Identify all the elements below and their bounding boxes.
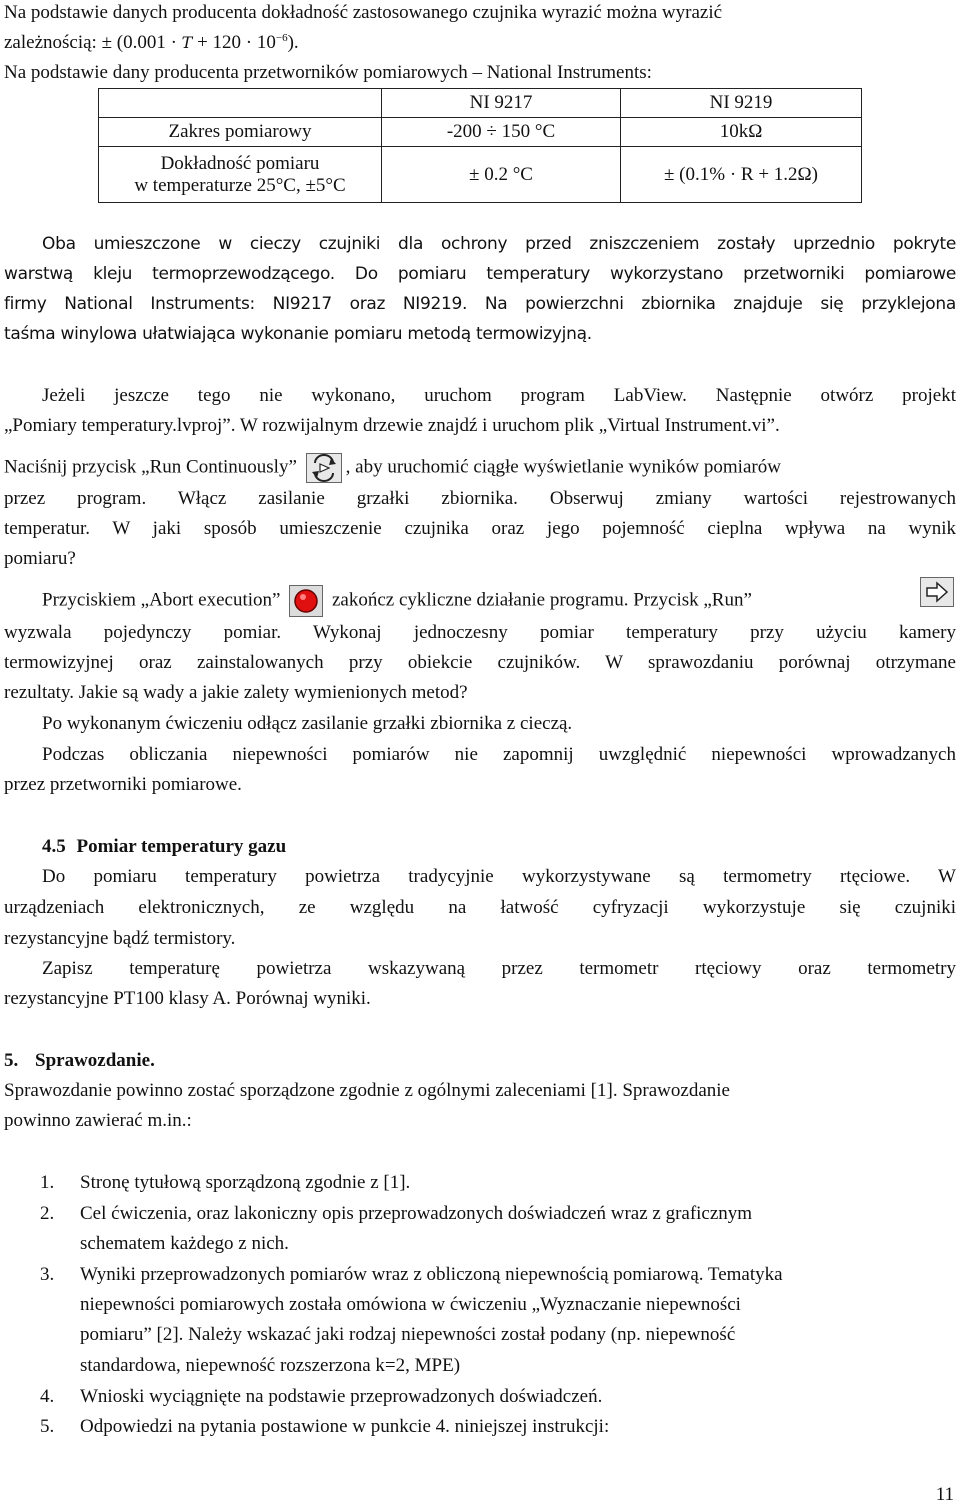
para3-line-5: Po wykonanym ćwiczeniu odłącz zasilanie grzałki zbiornika z cieczą.	[42, 713, 573, 734]
list-item-2-line-1: Cel ćwiczenia, oraz lakoniczny opis przeprowadzonych doświadczeń wraz z graficznym	[80, 1203, 753, 1224]
list-item-5-number: 5.	[40, 1416, 55, 1437]
list-item-2-line-2: schematem każdego z nich.	[80, 1233, 289, 1254]
para1-line-2: warstwą kleju termoprzewodzącego. Do pomiaru temperatury wykorzystano przetworniki pomiarowe	[4, 264, 956, 284]
range-ni9217: -200 ÷ 150 °C	[382, 118, 621, 147]
list-item-1-number: 1.	[40, 1172, 55, 1193]
run-continuously-icon[interactable]	[306, 453, 342, 483]
run-continuously-label: Naciśnij przycisk „Run Continuously”	[4, 456, 297, 478]
para2-line-4: przez program. Włącz zasilanie grzałki zbiornika. Obserwuj zmiany wartości rejestrowanych	[4, 488, 956, 509]
section-5-title: Sprawozdanie.	[35, 1050, 155, 1071]
section-4-5-number: 4.5	[42, 836, 66, 857]
section45-line-2: urządzeniach elektronicznych, ze względu na łatwość cyfryzacji wykorzystuje się czujniki	[4, 897, 956, 918]
formula-prefix: zależnością: ± (0.001 ·	[4, 32, 182, 53]
formula-var: T	[181, 33, 193, 52]
abort-execution-icon[interactable]	[289, 585, 323, 617]
list-item-1-line-1: Stronę tytułową sporządzoną zgodnie z [1].	[80, 1172, 411, 1193]
para3-line-4: rezultaty. Jakie są wady a jakie zalety wymienionych metod?	[4, 682, 468, 703]
list-item-3-line-3: pomiaru” [2]. Należy wskazać jaki rodzaj niepewności został podany (np. niepewność	[80, 1324, 736, 1345]
para3-line-7: przez przetworniki pomiarowe.	[4, 774, 242, 795]
formula-suffix: ).	[287, 32, 299, 53]
list-item-5-line-1: Odpowiedzi na pytania postawione w punkcie 4. niniejszej instrukcji:	[80, 1416, 610, 1437]
accuracy-formula	[4, 32, 299, 54]
header-empty	[99, 89, 382, 118]
intro-line-1: Na podstawie danych producenta dokładność zastosowanego czujnika wyrazić można wyrazić	[4, 2, 723, 23]
section5-line-2: powinno zawierać m.in.:	[4, 1110, 192, 1131]
accuracy-label	[99, 147, 382, 203]
para2-line-5: temperatur. W jaki sposób umieszczenie czujnika oraz jego pojemność cieplna wpływa na wynik	[4, 518, 956, 539]
section-4-5-heading	[42, 836, 286, 858]
para3-line-6: Podczas obliczania niepewności pomiarów nie zapomnij uwzględnić niepewności wprowadzanych	[42, 744, 956, 765]
accuracy-label-line-1: Dokładność pomiaru	[160, 152, 320, 174]
list-item-3-line-4: standardowa, niepewność rozszerzona k=2, MPE)	[80, 1355, 461, 1376]
list-item-3-line-1: Wyniki przeprowadzonych pomiarów wraz z obliczoną niepewnością pomiarową. Tematyka	[80, 1264, 783, 1285]
intro-line-3: Na podstawie dany producenta przetworników pomiarowych – National Instruments:	[4, 62, 652, 83]
run-continuously-desc: , aby uruchomić ciągłe wyświetlanie wyników pomiarów	[345, 456, 781, 478]
para2-line-1: Jeżeli jeszcze tego nie wykonano, uruchom program LabView. Następnie otwórz projekt	[42, 385, 956, 406]
header-ni9217: NI 9217	[382, 89, 621, 118]
para1-line-4: taśma winylowa ułatwiająca wykonanie pomiaru metodą termowizyjną.	[4, 324, 592, 344]
para3-line-1	[42, 585, 752, 617]
list-item-4-line-1: Wnioski wyciągnięte na podstawie przeprowadzonych doświadczeń.	[80, 1386, 603, 1407]
para1-line-3: firmy National Instruments: NI9217 oraz NI9219. Na powierzchni zbiornika znajduje się przyklejona	[4, 294, 956, 314]
para2-line-6: pomiaru?	[4, 548, 76, 569]
para2-line-2: „Pomiary temperatury.lvproj”. W rozwijalnym drzewie znajdź i uruchom plik „Virtual Instrument.vi”.	[4, 415, 780, 436]
para1-line-1: Oba umieszczone w cieczy czujniki dla ochrony przed zniszczeniem zostały uprzednio pokryte	[42, 234, 956, 254]
header-ni9219: NI 9219	[621, 89, 862, 118]
section45-line-5: rezystancyjne PT100 klasy A. Porównaj wyniki.	[4, 988, 371, 1009]
para3-line-3: termowizyjnej oraz zainstalowanych przy obiekcie czujników. W sprawozdaniu porównaj otrzymane	[4, 652, 956, 673]
run-arrow-icon[interactable]	[920, 577, 954, 607]
formula-mid: + 120 · 10	[192, 32, 276, 53]
abort-label: Przyciskiem „Abort execution”	[42, 589, 281, 611]
accuracy-label-line-2: w temperaturze 25°C, ±5°C	[134, 174, 346, 196]
section45-line-1: Do pomiaru temperatury powietrza tradycyjnie wykorzystywane są termometry rtęciowe. W	[42, 866, 956, 887]
list-item-2-number: 2.	[40, 1203, 55, 1224]
accuracy-ni9219: ± (0.1% · R + 1.2Ω)	[621, 147, 862, 203]
section45-line-3: rezystancyjne bądź termistory.	[4, 928, 236, 949]
section-5-number: 5.	[4, 1050, 19, 1071]
page-number: 11	[935, 1484, 954, 1505]
abort-desc: zakończ cykliczne działanie programu. Przycisk „Run”	[331, 589, 752, 611]
list-item-4-number: 4.	[40, 1386, 55, 1407]
para3-line-2: wyzwala pojedynczy pomiar. Wykonaj jednoczesny pomiar temperatury przy użyciu kamery	[4, 622, 956, 643]
formula-exp: −6	[275, 32, 288, 44]
accuracy-ni9217: ± 0.2 °C	[382, 147, 621, 203]
section-4-5-title: Pomiar temperatury gazu	[76, 836, 287, 857]
list-item-3-line-2: niepewności pomiarowych została omówiona w ćwiczeniu „Wyznaczanie niepewności	[80, 1294, 741, 1315]
section5-line-1: Sprawozdanie powinno zostać sporządzone zgodnie z ogólnymi zaleceniami [1]. Sprawozdanie	[4, 1080, 730, 1101]
section45-line-4: Zapisz temperaturę powietrza wskazywaną przez termometr rtęciowy oraz termometry	[42, 958, 956, 979]
range-label: Zakres pomiarowy	[99, 118, 382, 147]
range-ni9219: 10kΩ	[621, 118, 862, 147]
section-5-heading	[4, 1050, 155, 1072]
list-item-3-number: 3.	[40, 1264, 55, 1285]
para2-line-3	[4, 453, 781, 483]
spec-table	[98, 88, 862, 203]
